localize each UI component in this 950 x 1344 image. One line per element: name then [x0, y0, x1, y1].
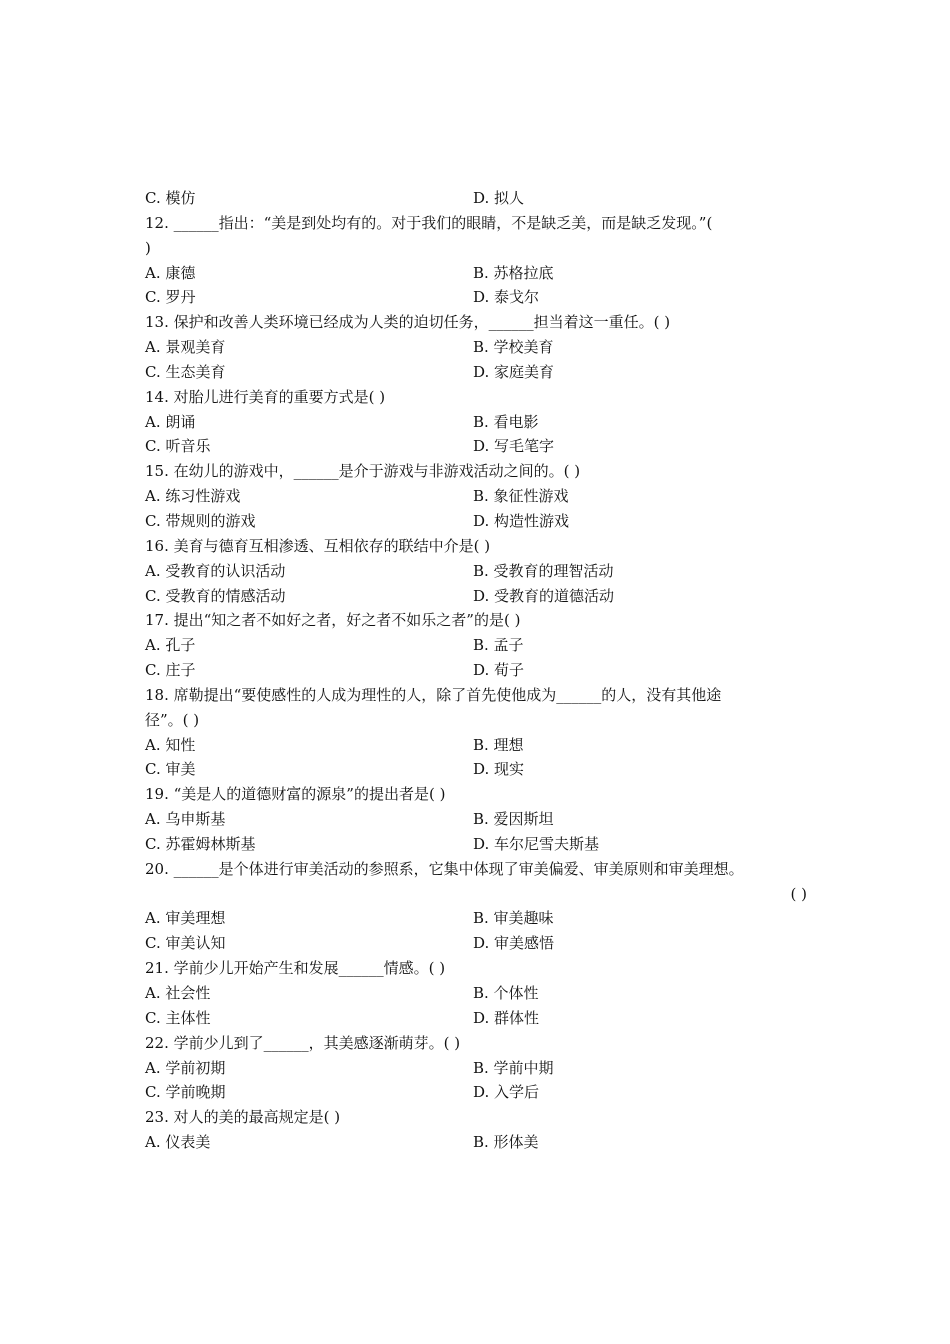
question-text: 23. 对人的美的最高规定是( ) [145, 1108, 341, 1127]
option-left: A. 学前初期 [145, 1058, 226, 1077]
option-left: A. 受教育的认识活动 [145, 561, 286, 580]
option-row [145, 733, 807, 758]
question-text: 17. 提出“知之者不如好之者，好之者不如乐之者”的是( ) [145, 611, 521, 630]
option-left: C. 审美 [145, 760, 196, 779]
option-left: C. 苏霍姆林斯基 [145, 834, 256, 853]
option-row [145, 261, 807, 286]
option-right: B. 个体性 [473, 984, 539, 1002]
option-left: C. 主体性 [145, 1008, 211, 1027]
option-right: B. 象征性游戏 [473, 487, 569, 506]
question-text: 20. ______是个体进行审美活动的参照系，它集中体现了审美偏爱、审美原则和审美理想。 [145, 859, 744, 878]
option-right: B. 看电影 [473, 412, 539, 431]
document-page [145, 186, 807, 1155]
option-row [145, 832, 807, 857]
option-row [145, 633, 807, 658]
option-row [145, 981, 807, 1006]
option-left: C. 生态美育 [145, 362, 226, 381]
option-row [145, 285, 807, 310]
option-row [145, 335, 807, 360]
option-row [145, 807, 807, 832]
option-row [145, 1056, 807, 1081]
option-row [145, 484, 807, 509]
option-left: C. 审美认知 [145, 934, 226, 953]
option-row [145, 1080, 807, 1105]
option-right: B. 学校美育 [473, 338, 554, 357]
option-right: D. 泰戈尔 [473, 288, 540, 307]
question-text: 19. “美是人的道德财富的源泉”的提出者是( ) [145, 785, 446, 804]
question-text: 13. 保护和改善人类环境已经成为人类的迫切任务，______担当着这一重任。( ) [145, 313, 671, 332]
option-left: C. 庄子 [145, 661, 196, 680]
option-row [145, 584, 807, 609]
option-right: B. 审美趣味 [473, 909, 554, 928]
option-right: D. 荀子 [473, 661, 525, 680]
option-right: D. 受教育的道德活动 [473, 586, 615, 605]
option-row [145, 1006, 807, 1031]
option-right: B. 学前中期 [473, 1058, 554, 1077]
option-left: C. 罗丹 [145, 288, 196, 307]
option-right: B. 孟子 [473, 636, 524, 655]
option-right: B. 爱因斯坦 [473, 810, 554, 829]
option-left: C. 受教育的情感活动 [145, 586, 286, 605]
option-left: C. 带规则的游戏 [145, 511, 256, 530]
question-text: 18. 席勒提出“要使感性的人成为理性的人，除了首先使他成为______的人，没有其他途 [145, 685, 722, 704]
option-row [145, 757, 807, 782]
option-right: D. 家庭美育 [473, 362, 555, 381]
option-right: D. 审美感悟 [473, 934, 555, 953]
option-left: A. 审美理想 [145, 909, 226, 928]
option-right: D. 入学后 [473, 1083, 540, 1102]
option-row [145, 434, 807, 459]
option-row [145, 931, 807, 956]
option-right: B. 形体美 [473, 1133, 539, 1152]
option-left: A. 仪表美 [145, 1133, 211, 1152]
option-left: C. 听音乐 [145, 437, 211, 456]
option-left: A. 乌申斯基 [145, 810, 226, 829]
option-left: A. 朗诵 [145, 412, 196, 431]
option-row [145, 658, 807, 683]
option-row [145, 559, 807, 584]
option-right: D. 写毛笔字 [473, 437, 555, 456]
question-text: 12. ______指出：“美是到处均有的。对于我们的眼睛，不是缺乏美，而是缺乏发现。”( [145, 213, 713, 232]
option-right: B. 理想 [473, 735, 524, 754]
option-row [145, 186, 807, 211]
answer-parentheses: ( ) [790, 884, 807, 903]
option-left: A. 练习性游戏 [145, 487, 241, 506]
option-left: C. 模仿 [145, 189, 196, 207]
option-left: A. 康德 [145, 263, 196, 282]
question-text: 22. 学前少儿到了______，其美感逐渐萌芽。( ) [145, 1033, 461, 1052]
option-right: B. 受教育的理智活动 [473, 561, 614, 580]
option-left: A. 社会性 [145, 984, 211, 1002]
option-right: D. 构造性游戏 [473, 511, 570, 530]
option-left: A. 景观美育 [145, 338, 226, 357]
question-text: 15. 在幼儿的游戏中，______是介于游戏与非游戏活动之间的。( ) [145, 462, 581, 481]
option-left: A. 孔子 [145, 636, 196, 655]
option-left: A. 知性 [145, 735, 196, 754]
option-row [145, 1130, 807, 1155]
option-right: B. 苏格拉底 [473, 263, 554, 282]
question-text: ) [145, 238, 151, 257]
option-row [145, 410, 807, 435]
question-text: 14. 对胎儿进行美育的重要方式是( ) [145, 387, 386, 406]
question-text: 16. 美育与德育互相渗透、互相依存的联结中介是( ) [145, 536, 491, 555]
option-row [145, 360, 807, 385]
question-text: 21. 学前少儿开始产生和发展______情感。( ) [145, 959, 446, 978]
option-row [145, 906, 807, 931]
question-text: 径”。( ) [145, 710, 200, 729]
option-right: D. 拟人 [473, 189, 525, 207]
option-right: D. 车尔尼雪夫斯基 [473, 834, 600, 853]
option-right: D. 现实 [473, 760, 525, 779]
option-row [145, 509, 807, 534]
option-right: D. 群体性 [473, 1008, 540, 1027]
option-left: C. 学前晚期 [145, 1083, 226, 1102]
